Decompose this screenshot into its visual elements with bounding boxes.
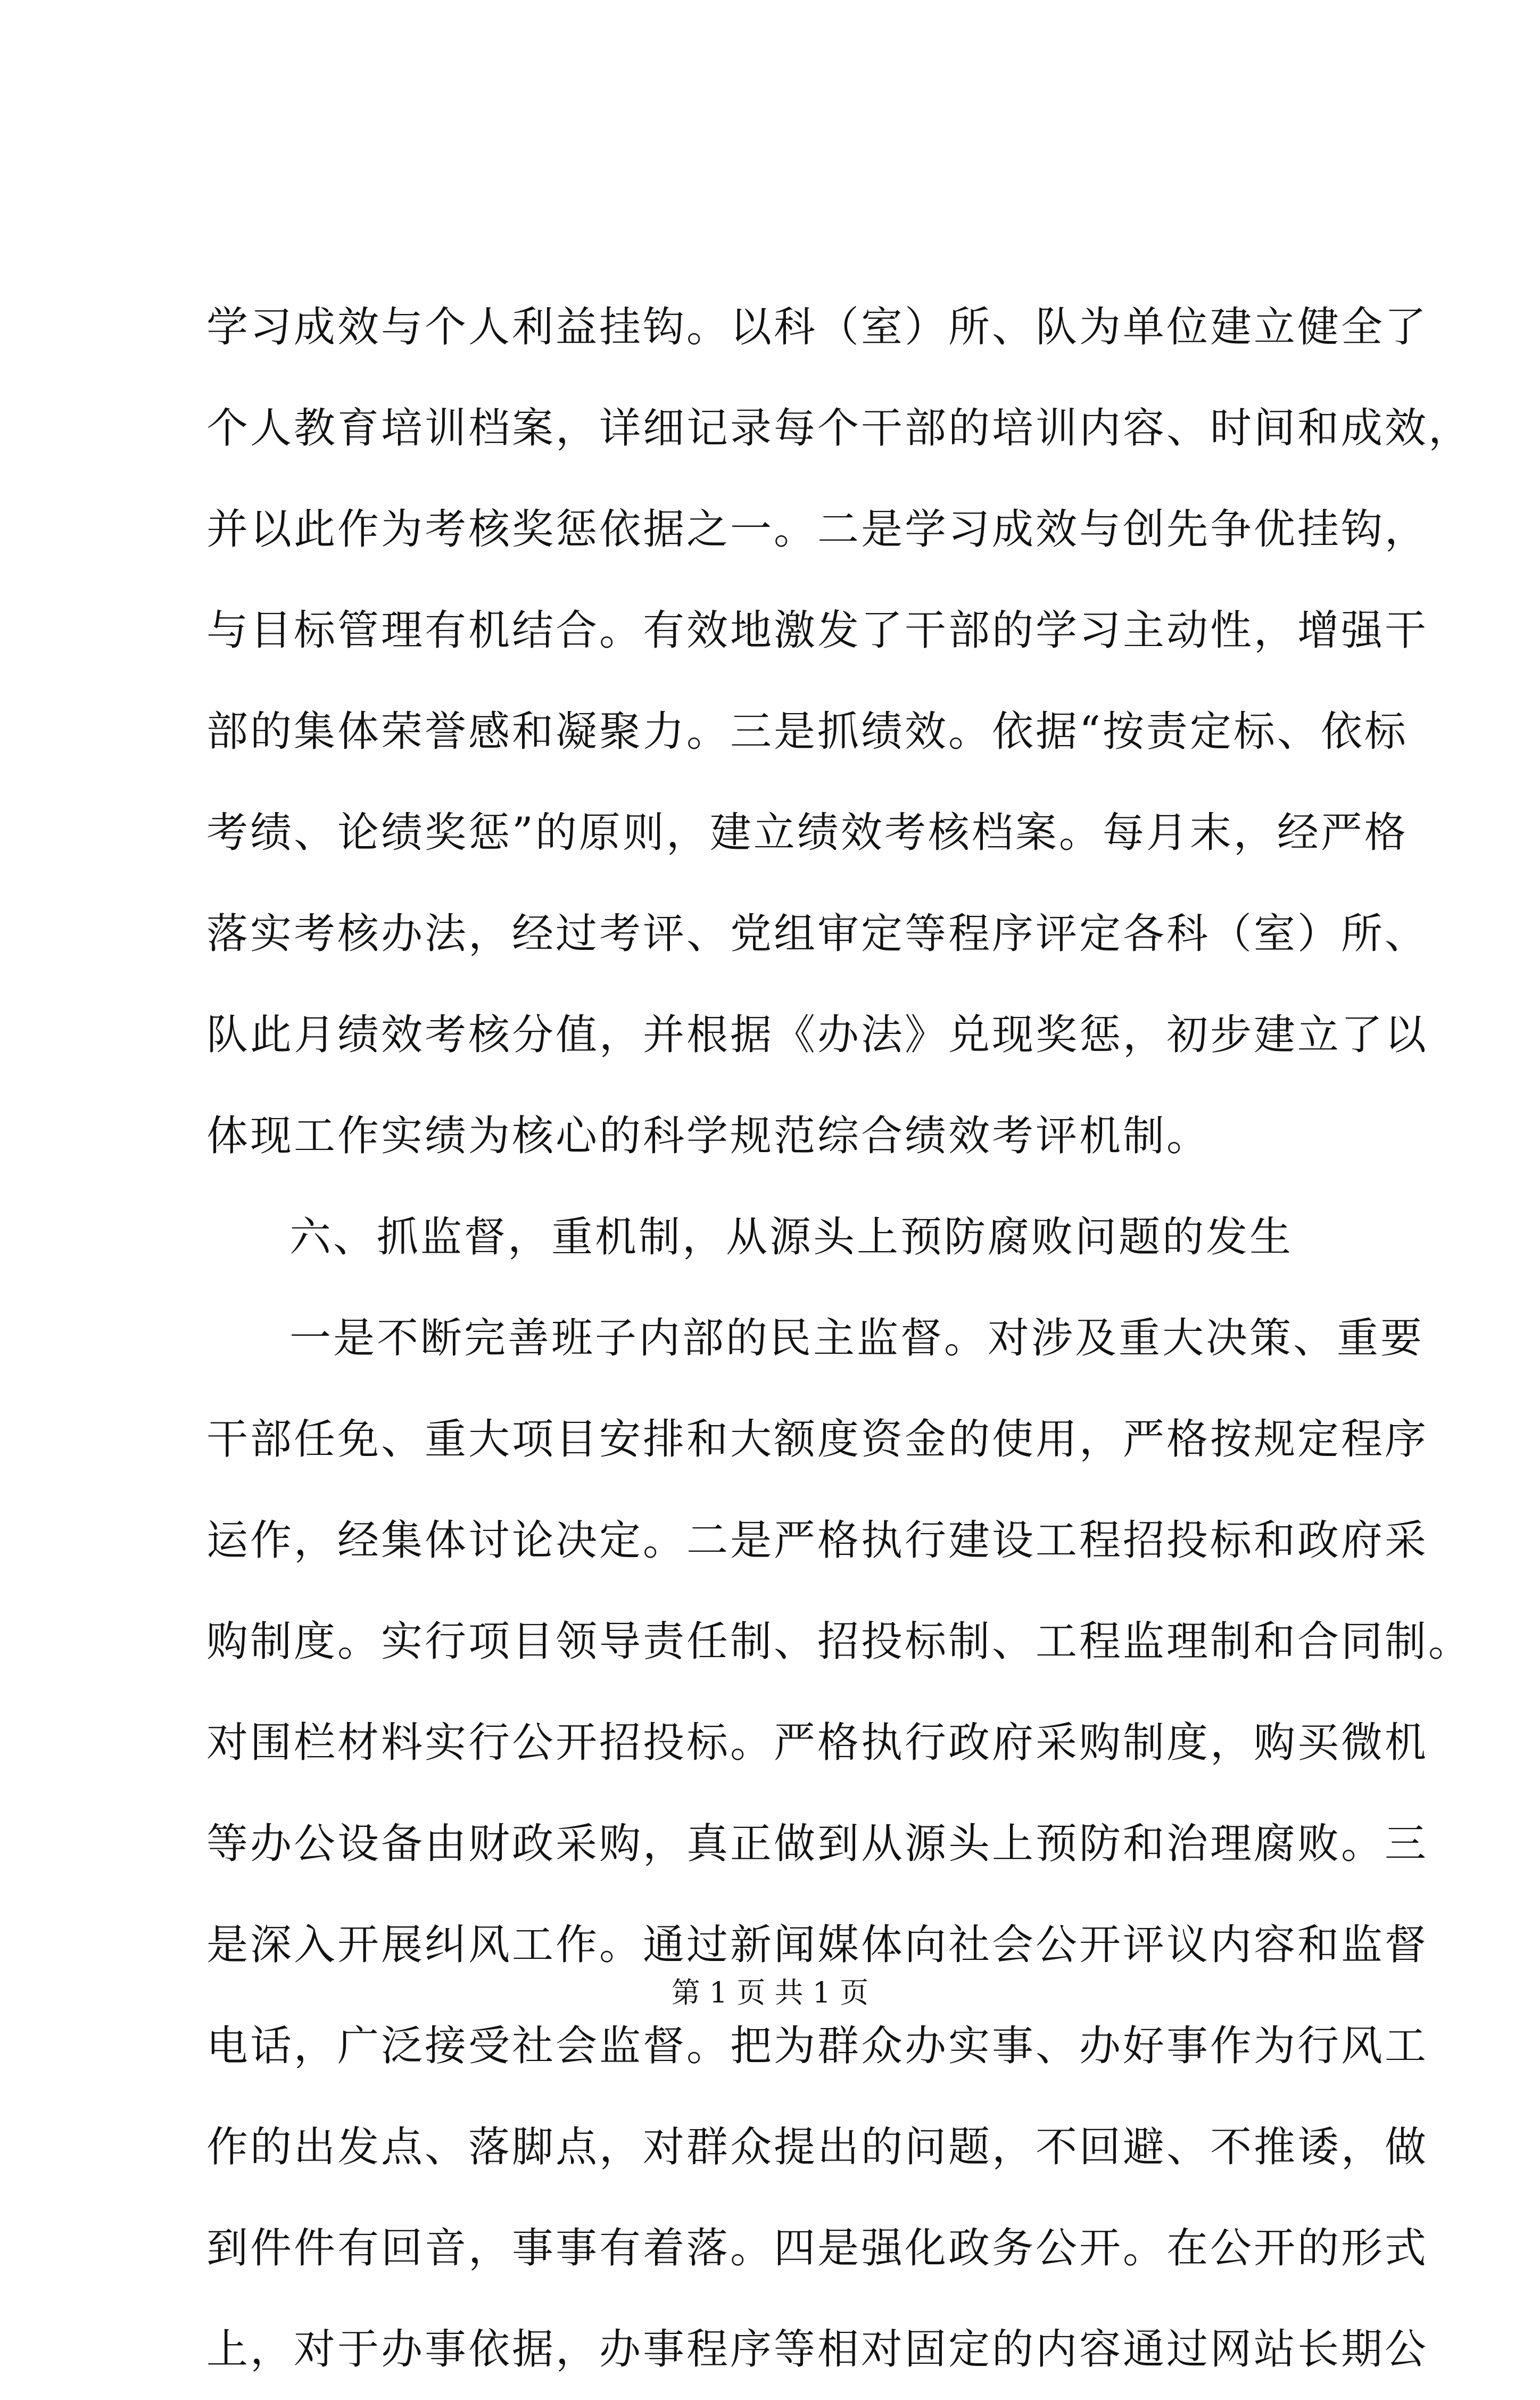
text-line: 部的集体荣誉感和凝聚力。三是抓绩效。依据“按责定标、依标 [206, 708, 1408, 756]
text-line: 干部任免、重大项目安排和大额度资金的使用，严格按规定程序 [206, 1416, 1429, 1463]
text-line: 运作，经集体讨论决定。二是严格执行建设工程招投标和政府采 [206, 1517, 1429, 1565]
page-footer [0, 1972, 1540, 2014]
text-line: 作的出发点、落脚点，对群众提出的问题，不回避、不推诿，做 [206, 2123, 1429, 2171]
text-line: 学习成效与个人利益挂钩。以科（室）所、队为单位建立健全了 [206, 303, 1429, 351]
page-number: 第 1 页 共 1 页 [671, 1976, 869, 2009]
text-line: 体现工作实绩为核心的科学规范综合绩效考评机制。 [206, 1112, 1211, 1160]
text-line: 到件件有回音，事事有着落。四是强化政务公开。在公开的形式 [206, 2224, 1429, 2272]
text-line: 电话，广泛接受社会监督。把为群众办实事、办好事作为行风工 [206, 2022, 1429, 2070]
text-line: 个人教育培训档案，详细记录每个干部的培训内容、时间和成效， [206, 404, 1472, 452]
text-line: 等办公设备由财政采购，真正做到从源头上预防和治理腐败。三 [206, 1820, 1429, 1868]
section-heading: 六、抓监督，重机制，从源头上预防腐败问题的发生 [289, 1213, 1294, 1261]
paragraph [206, 277, 1472, 1187]
text-line: 落实考核办法，经过考评、党组审定等程序评定各科（室）所、 [206, 910, 1429, 958]
text-line: 对围栏材料实行公开招投标。严格执行政府采购制度，购买微机 [206, 1719, 1429, 1767]
text-line: 上，对于办事依据，办事程序等相对固定的内容通过网站长期公 [206, 2325, 1429, 2373]
text-line: 购制度。实行项目领导责任制、招投标制、工程监理制和合同制。 [206, 1618, 1472, 1666]
document-body [206, 277, 1472, 2400]
text-line: 一是不断完善班子内部的民主监督。对涉及重大决策、重要 [289, 1314, 1425, 1362]
text-line: 并以此作为考核奖惩依据之一。二是学习成效与创先争优挂钩， [206, 506, 1429, 553]
text-line: 队此月绩效考核分值，并根据《办法》兑现奖惩，初步建立了以 [206, 1011, 1429, 1059]
text-line: 与目标管理有机结合。有效地激发了干部的学习主动性，增强干 [206, 607, 1429, 655]
text-line: 是深入开展纠风工作。通过新闻媒体向社会公开评议内容和监督 [206, 1921, 1429, 1969]
paragraph [206, 1288, 1472, 2400]
text-line: 考绩、论绩奖惩”的原则，建立绩效考核档案。每月末，经严格 [206, 809, 1408, 857]
